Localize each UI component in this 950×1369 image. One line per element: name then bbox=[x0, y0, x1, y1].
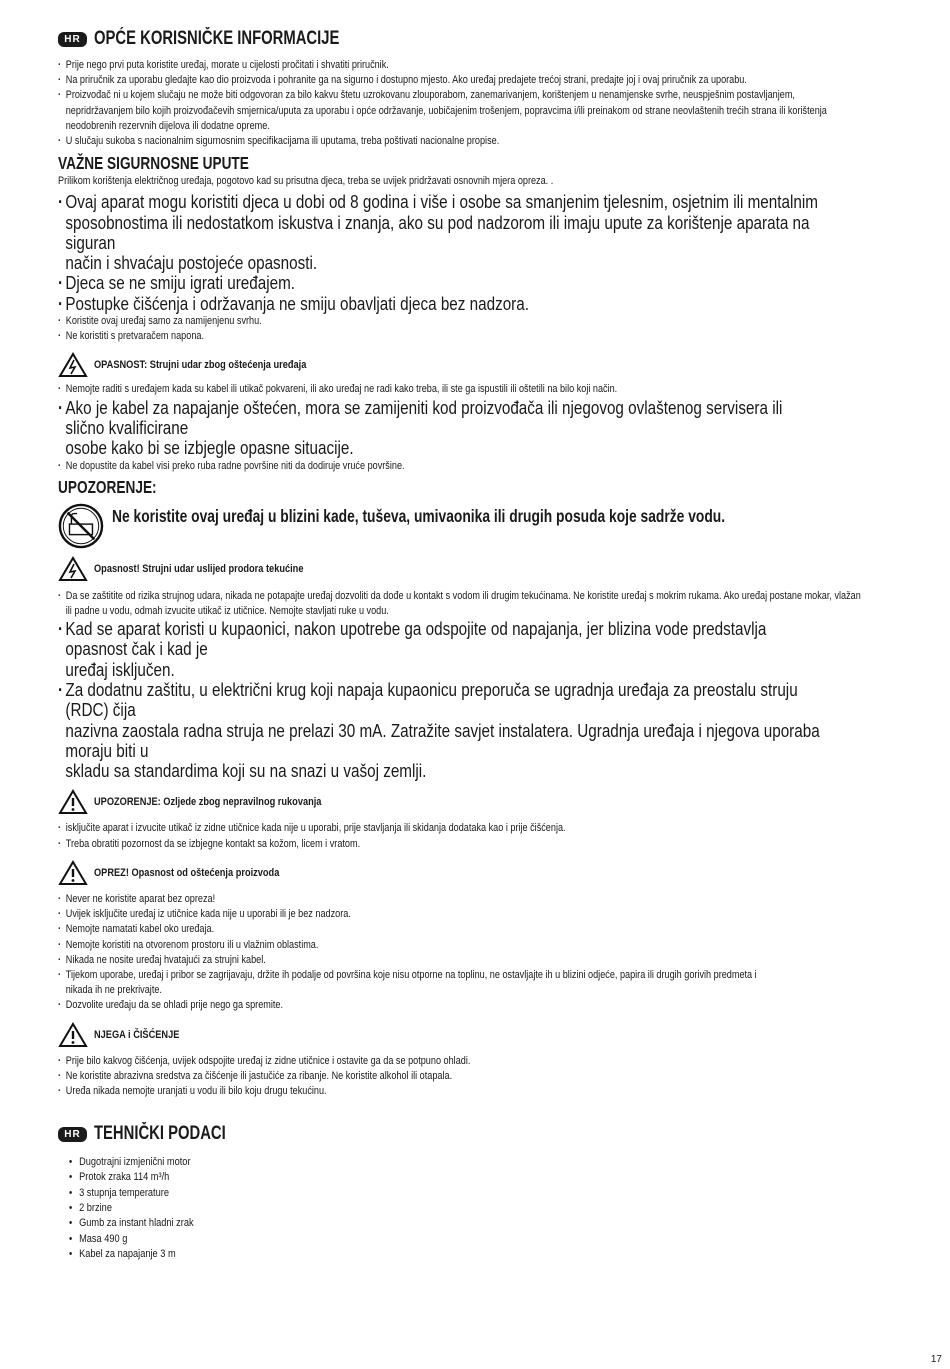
page-number: 17 bbox=[930, 1354, 942, 1365]
list-item: • Protok zraka 114 m³/h bbox=[69, 1170, 757, 1185]
list-item-continued: nepridržavanjem bilo kojih proizvođačevih smjernica/uputa za uporabu i opće održavanje, uobičajenim trošenjem, popravcima i/ili preinakom od strane neovlaštenih trećih strana ili korištenja bbox=[65, 104, 827, 117]
care-warning bbox=[58, 1020, 888, 1050]
list-item: · Nemojte koristiti na otvorenom prostoru ili u vlažnim oblastima. bbox=[58, 938, 884, 953]
no-bath-icon bbox=[58, 502, 104, 550]
no-water-warning bbox=[58, 502, 888, 550]
caution-list bbox=[58, 892, 888, 1014]
exclamation-warning-icon bbox=[58, 789, 88, 815]
list-item-continued: neodobrenih rezervnih dijelova ili dodatne opreme. bbox=[65, 119, 270, 132]
liquid-list bbox=[58, 589, 888, 619]
section-title: OPĆE KORISNIČKE INFORMACIJE bbox=[94, 28, 340, 49]
list-item: • Dugotrajni izmjenični motor bbox=[69, 1155, 757, 1170]
electric-hazard-icon bbox=[58, 352, 88, 378]
exclamation-warning-icon bbox=[58, 860, 88, 886]
electric-hazard-icon bbox=[58, 556, 88, 582]
list-item: · Nikada ne nosite uređaj hvatajući za strujni kabel. bbox=[58, 953, 884, 968]
list-item-continued: nikada ih ne prekrivajte. bbox=[65, 984, 162, 997]
list-item: · Za dodatnu zaštitu, u električni krug koji napaja kupaonicu preporuča se ugradnja uređaja za preostalu struju (RDC) čija bbox=[58, 680, 821, 721]
list-item: · Postupke čišćenja i održavanja ne smiju obavljati djeca bez nadzora. bbox=[58, 294, 821, 314]
exclamation-warning-icon bbox=[58, 1022, 88, 1048]
list-item: · Nemojte raditi s uređajem kada su kabel ili utikač pokvareni, ili ako uređaj ne radi kako treba, ili ste ga ispustili ili oštetili na bilo koji način. bbox=[58, 382, 884, 397]
injury-warning bbox=[58, 787, 888, 817]
list-item: · Proizvođač ni u kojem slučaju ne može biti odgovoran za bilo kakvu štetu uzrokovanu zlouporabom, zanemarivanjem, korištenjem u nenamjenske svrhe, neuspješnim postavljanjem, bbox=[58, 88, 884, 103]
list-item-continued: skladu sa standardima koji su na snazi u vašoj zemlji. bbox=[65, 760, 427, 782]
no-water-text: Ne koristite ovaj uređaj u blizini kade, tuševa, umivaonika ili drugih posuda koje sadrže vodu. bbox=[111, 506, 726, 527]
list-item: · Dozvolite uređaju da se ohladi prije nego ga spremite. bbox=[58, 998, 884, 1013]
list-item: · Kad se aparat koristi u kupaonici, nakon upotrebe ga odspojite od napajanja, jer blizina vode predstavlja opasnost čak i kad je bbox=[58, 619, 821, 660]
list-item-continued: uređaj isključen. bbox=[65, 658, 175, 680]
list-item: · Never ne koristite aparat bez opreza! bbox=[58, 892, 884, 907]
tech-specs-list bbox=[69, 1155, 888, 1262]
manual-page bbox=[58, 24, 888, 1344]
list-item-continued: način i shvaćaju postojeće opasnosti. bbox=[65, 252, 318, 274]
safety-intro: Prilikom korištenja električnog uređaja, pogotovo kad su prisutna djeca, treba se uvijek pridržavati osnovnih mjera opreza. . bbox=[58, 175, 554, 188]
safety-heading: VAŽNE SIGURNOSNE UPUTE bbox=[58, 153, 249, 174]
list-item: • 2 brzine bbox=[69, 1201, 757, 1216]
list-item: • 3 stupnja temperature bbox=[69, 1186, 757, 1201]
list-item: · Treba obratiti pozornost da se izbjegne kontakt sa kožom, licem i vratom. bbox=[58, 837, 884, 852]
warning-label: OPASNOST: Strujni udar zbog oštećenja uređaja bbox=[94, 359, 307, 372]
warning-label: OPREZ! Opasnost od oštećenja proizvoda bbox=[94, 866, 280, 879]
danger-shock-warning bbox=[58, 350, 888, 380]
warning-heading: UPOZORENJE: bbox=[58, 476, 157, 497]
liquid-danger-warning bbox=[58, 554, 888, 584]
list-item: · Uvijek isključite uređaj iz utičnice kada nije u uporabi ili je bez nadzora. bbox=[58, 907, 884, 922]
care-list bbox=[58, 1054, 888, 1100]
warning-label: NJEGA i ČIŠĆENJE bbox=[94, 1028, 180, 1041]
list-item: · Ovaj aparat mogu koristiti djeca u dobi od 8 godina i više i osobe sa smanjenim tjelesnim, osjetnim ili mentalnim bbox=[58, 192, 821, 212]
section-title: TEHNIČKI PODACI bbox=[94, 1123, 226, 1145]
list-item: · Koristite ovaj uređaj samo za namijenjenu svrhu. bbox=[58, 314, 884, 329]
list-item: · Ne koristite abrazivna sredstva za čišćenje ili jastučiće za ribanje. Ne koristite alkohol ili otapala. bbox=[58, 1069, 884, 1084]
list-item-continued: ili padne u vodu, odmah izvucite utikač iz utičnice. Nemojte stavljati ruke u vodu. bbox=[65, 604, 389, 617]
list-item-continued: sposobnostima ili nedostatkom iskustva i znanja, ako su pod nadzorom ili imaju upute za korištenje aparata na siguran bbox=[65, 211, 810, 253]
list-item: · Uređa nikada nemojte uranjati u vodu ili bilo koju drugu tekućinu. bbox=[58, 1084, 884, 1099]
list-item-continued: nazivna zaostala radna struja ne prelazi 30 mA. Zatražite savjet instalatera. Ugradnja uređaja i njegova uporaba moraju biti u bbox=[65, 719, 820, 761]
list-item: · Na priručnik za uporabu gledajte kao dio proizvoda i pohranite ga na sigurno i dostupno mjesto. Ako uređaj predajete trećoj strani, predajte joj i ovaj priručnik za uporabu. bbox=[58, 73, 884, 88]
shock-big-list bbox=[58, 398, 888, 459]
list-item: · Ne dopustite da kabel visi preko ruba radne površine niti da dodiruje vruće površine. bbox=[58, 459, 884, 474]
shock-list bbox=[58, 382, 888, 397]
list-item: • Masa 490 g bbox=[69, 1232, 757, 1247]
caution-warning bbox=[58, 858, 888, 888]
list-item: · isključite aparat i izvucite utikač iz zidne utičnice kada nije u uporabi, prije stavljanja ili skidanja dodataka kao i prije čišćenja. bbox=[58, 821, 884, 836]
general-info-list bbox=[58, 58, 888, 149]
list-item: · Djeca se ne smiju igrati uređajem. bbox=[58, 273, 821, 293]
list-item: • Kabel za napajanje 3 m bbox=[69, 1247, 757, 1262]
warning-label: Opasnost! Strujni udar uslijed prodora tekućine bbox=[94, 562, 304, 575]
liquid-big-list bbox=[58, 619, 888, 781]
list-item: · Ne koristiti s pretvaračem napona. bbox=[58, 329, 884, 344]
warning-label: UPOZORENJE: Ozljede zbog nepravilnog rukovanja bbox=[94, 796, 322, 809]
list-item: · Prije bilo kakvog čišćenja, uvijek odspojite uređaj iz zidne utičnice i ostavite ga da se potpuno ohladi. bbox=[58, 1054, 884, 1069]
list-item-continued: osobe kako bi se izbjegle opasne situacije. bbox=[65, 437, 354, 459]
language-badge: HR bbox=[58, 1127, 87, 1142]
section-header-general bbox=[58, 24, 888, 54]
list-item: · Ako je kabel za napajanje oštećen, mora se zamijeniti kod proizvođača ili njegovog ovlaštenog servisera ili slično kvalificirane bbox=[58, 398, 821, 439]
list-item: · Nemojte namatati kabel oko uređaja. bbox=[58, 922, 884, 937]
language-badge: HR bbox=[58, 32, 87, 47]
list-item: · U slučaju sukoba s nacionalnim sigurnosnim specifikacijama ili uputama, treba poštivati nacionalne propise. bbox=[58, 134, 884, 149]
list-item: · Prije nego prvi puta koristite uređaj, morate u cijelosti pročitati i shvatiti priručnik. bbox=[58, 58, 884, 73]
safety-small-list bbox=[58, 314, 888, 344]
list-item: • Gumb za instant hladni zrak bbox=[69, 1216, 757, 1231]
list-item: · Da se zaštitite od rizika strujnog udara, nikada ne potapajte uređaj dozvoliti da dođe u kontakt s vodom ili drugim tekućinama. Ne koristite uređaj s mokrim rukama. Ako uređaj postane mokar, vlažan bbox=[58, 589, 884, 604]
shock-list-2 bbox=[58, 459, 888, 474]
list-item: · Tijekom uporabe, uređaj i pribor se zagrijavaju, držite ih podalje od površina koje nisu otporne na toplinu, ne ostavljajte ih u blizini odjeće, papira ili drugih gorivih predmeta i bbox=[58, 968, 884, 983]
safety-big-list bbox=[58, 192, 888, 314]
injury-list bbox=[58, 821, 888, 851]
section-header-tech bbox=[58, 1119, 888, 1149]
